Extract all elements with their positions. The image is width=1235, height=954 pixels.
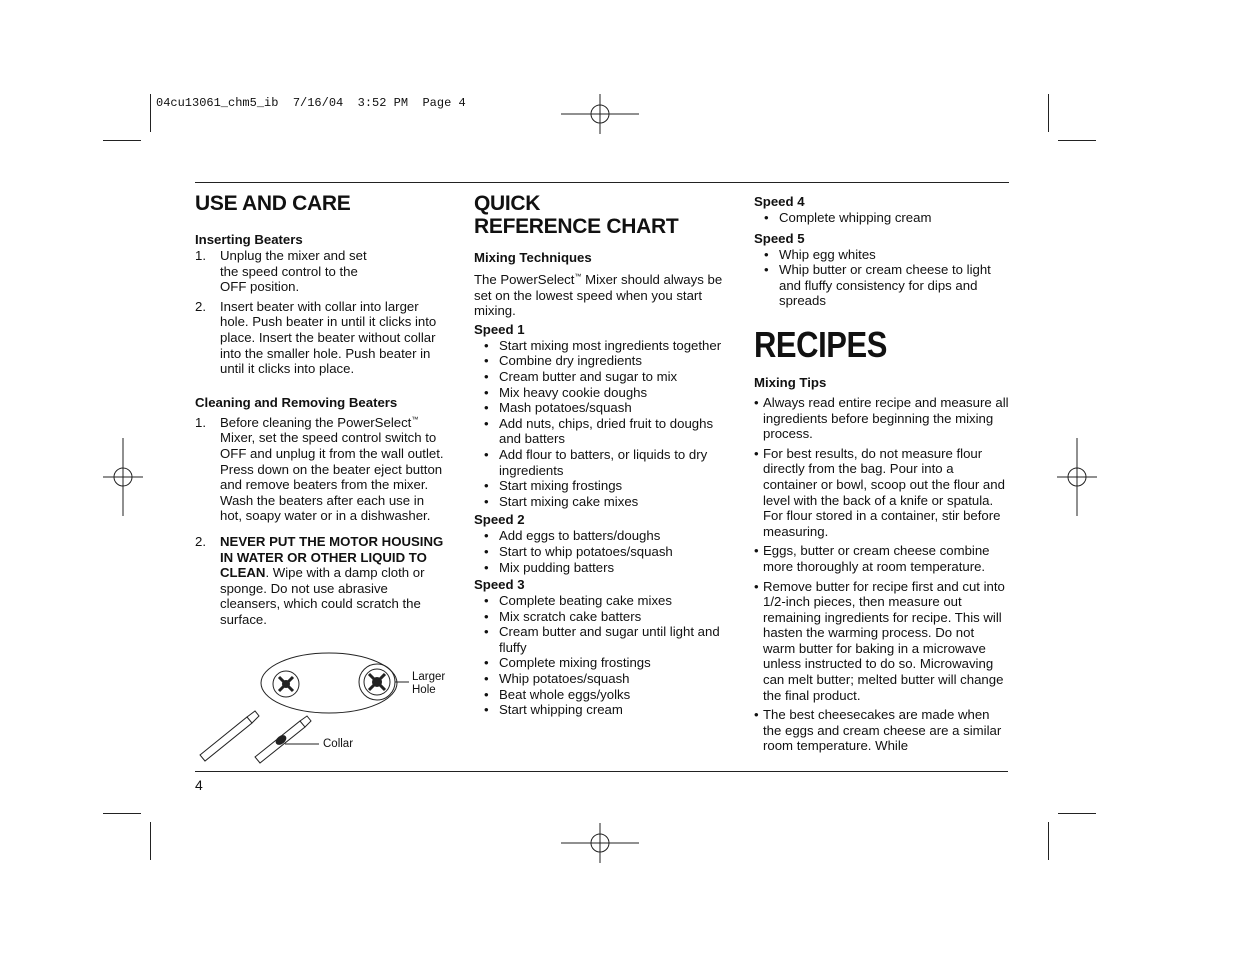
quick-reference-title (474, 192, 730, 238)
list-item: • Whip potatoes/squash (474, 671, 730, 687)
list-item: • Start whipping cream (474, 702, 730, 718)
slug-date: 7/16/04 (292, 96, 344, 110)
mixing-techniques-heading: Mixing Techniques (474, 250, 592, 265)
list-item: • Always read entire recipe and measure all ingredients before beginning the mixing process. (754, 395, 1009, 442)
registration-mark (103, 438, 143, 516)
crop-mark (1058, 813, 1096, 814)
cleaning-steps-list (195, 415, 445, 628)
registration-mark (561, 94, 639, 134)
registration-mark (561, 823, 639, 863)
step-number: 2. (195, 533, 206, 549)
crop-mark (103, 140, 141, 141)
intro-part: Mixer should always be set on the lowest speed when you start mixing. (474, 272, 723, 319)
speed-3-list (474, 593, 730, 718)
mixing-tips-list (754, 395, 1009, 754)
list-item: • Mix scratch cake batters (474, 609, 730, 625)
step-text: Mixer, set the speed control switch to OFF and unplug it from the wall outlet. Press down on the beater eject button and remove beaters from the mixer. Wash the beaters after each use in hot, soapy water or in a dishwasher. (220, 430, 444, 524)
list-item: • For best results, do not measure flour directly from the bag. Pour into a container or bowl, scoop out the flour and level with the back of a knife or spatula. For flour stored in a container, stir before measuring. (754, 446, 1009, 540)
list-item: • Complete beating cake mixes (474, 593, 730, 609)
larger-hole-label-line: Larger (412, 671, 446, 683)
beater-without-collar-icon (200, 711, 259, 761)
speed-4-list (754, 210, 1009, 226)
list-item: • Beat whole eggs/yolks (474, 687, 730, 703)
list-item: • Mash potatoes/squash (474, 400, 730, 416)
step-number: 1. (195, 414, 206, 430)
use-and-care-column (195, 192, 445, 631)
speed-5-heading: Speed 5 (754, 230, 805, 246)
crop-mark (150, 822, 151, 860)
small-hole-icon (273, 671, 299, 697)
list-item: • Mix pudding batters (474, 560, 730, 576)
larger-hole-label-line: Hole (412, 684, 436, 696)
title-line: QUICK (474, 192, 541, 215)
speed-3-heading: Speed 3 (474, 577, 525, 593)
inserting-beaters-heading: Inserting Beaters (195, 232, 303, 247)
cleaning-step (195, 415, 445, 524)
cleaning-heading: Cleaning and Removing Beaters (195, 394, 398, 410)
list-item: • Whip butter or cream cheese to light and fluffy consistency for dips and spreads (754, 262, 1009, 309)
beater-with-collar-icon (255, 716, 311, 763)
larger-hole-label (412, 671, 445, 697)
list-item: • Complete mixing frostings (474, 655, 730, 671)
trademark: ™ (411, 416, 419, 424)
list-item: • Add eggs to batters/doughs (474, 528, 730, 544)
use-and-care-title: USE AND CARE (195, 192, 351, 215)
inserting-steps-list (195, 248, 445, 377)
crop-mark (150, 94, 151, 132)
cleaning-step (195, 534, 445, 628)
step-number: 1. (195, 248, 206, 263)
list-item: • Add nuts, chips, dried fruit to doughs and batters (474, 416, 730, 447)
list-item: • Cream butter and sugar to mix (474, 369, 730, 385)
slug-page: Page 4 (422, 96, 466, 110)
speed-5-list (754, 247, 1009, 309)
list-item: • The best cheesecakes are made when the eggs and cream cheese are a similar room temperature. While (754, 707, 1009, 754)
intro-text (474, 272, 730, 319)
crop-mark (1048, 822, 1049, 860)
list-item: • Add flour to batters, or liquids to dry ingredients (474, 447, 730, 478)
list-item: • Combine dry ingredients (474, 353, 730, 369)
list-item: • Mix heavy cookie doughs (474, 385, 730, 401)
list-item: • Start mixing frostings (474, 478, 730, 494)
collar-label: Collar (323, 738, 354, 750)
large-hole-icon (359, 664, 395, 700)
slug-file: 04cu13061_chm5_ib (156, 96, 279, 110)
list-item: • Eggs, butter or cream cheese combine more thoroughly at room temperature. (754, 543, 1009, 574)
list-item: • Complete whipping cream (754, 210, 1009, 226)
inserting-step (195, 248, 445, 295)
bottom-rule (195, 771, 1008, 772)
step-text: Unplug the mixer and set the speed control to the OFF position. (220, 248, 367, 295)
speed-4-heading: Speed 4 (754, 194, 805, 209)
title-line: REFERENCE CHART (474, 215, 679, 238)
inserting-step (195, 299, 445, 377)
warning-text: NEVER PUT THE MOTOR HOUSING IN WATER OR OTHER LIQUID TO CLEAN (220, 533, 444, 581)
print-slug (156, 96, 466, 110)
trademark: ™ (574, 273, 582, 281)
slug-time: 3:52 PM (357, 96, 409, 110)
quick-reference-column (474, 192, 730, 718)
step-text: . Wipe with a damp cloth or sponge. Do not use abrasive cleansers, which could scratch the surface. (220, 565, 425, 627)
mixing-tips-heading: Mixing Tips (754, 374, 827, 390)
step-number: 2. (195, 298, 206, 314)
recipes-column (754, 194, 1009, 758)
list-item: • Remove butter for recipe first and cut into 1/2-inch pieces, then measure out remaining ingredients for recipe. This will hasten the warming process. Do not warm butter for baking in a microwave unless instructed to do so. Microwaving can melt butter; melted butter will change the final product. (754, 579, 1009, 704)
speed-1-heading: Speed 1 (474, 321, 525, 337)
list-item: • Start to whip potatoes/squash (474, 544, 730, 560)
list-item: • Start mixing most ingredients together (474, 338, 730, 354)
registration-mark (1057, 438, 1097, 516)
page-number: 4 (195, 777, 203, 793)
crop-mark (103, 813, 141, 814)
crop-mark (1058, 140, 1096, 141)
step-text: Insert beater with collar into larger hole. Push beater in until it clicks into place. Insert the beater without collar into the smaller hole. Push beater in until it clicks into place. (220, 298, 437, 377)
speed-1-list (474, 338, 730, 510)
intro-part: The PowerSelect (474, 272, 575, 287)
top-rule (195, 182, 1009, 183)
crop-mark (1048, 94, 1049, 132)
step-text: Before cleaning the PowerSelect (220, 414, 412, 430)
speed-2-list (474, 528, 730, 575)
list-item: • Whip egg whites (754, 247, 1009, 263)
speed-2-heading: Speed 2 (474, 512, 525, 528)
recipes-title: RECIPES (754, 323, 887, 365)
list-item: • Cream butter and sugar until light and fluffy (474, 624, 730, 655)
list-item: • Start mixing cake mixes (474, 494, 730, 510)
